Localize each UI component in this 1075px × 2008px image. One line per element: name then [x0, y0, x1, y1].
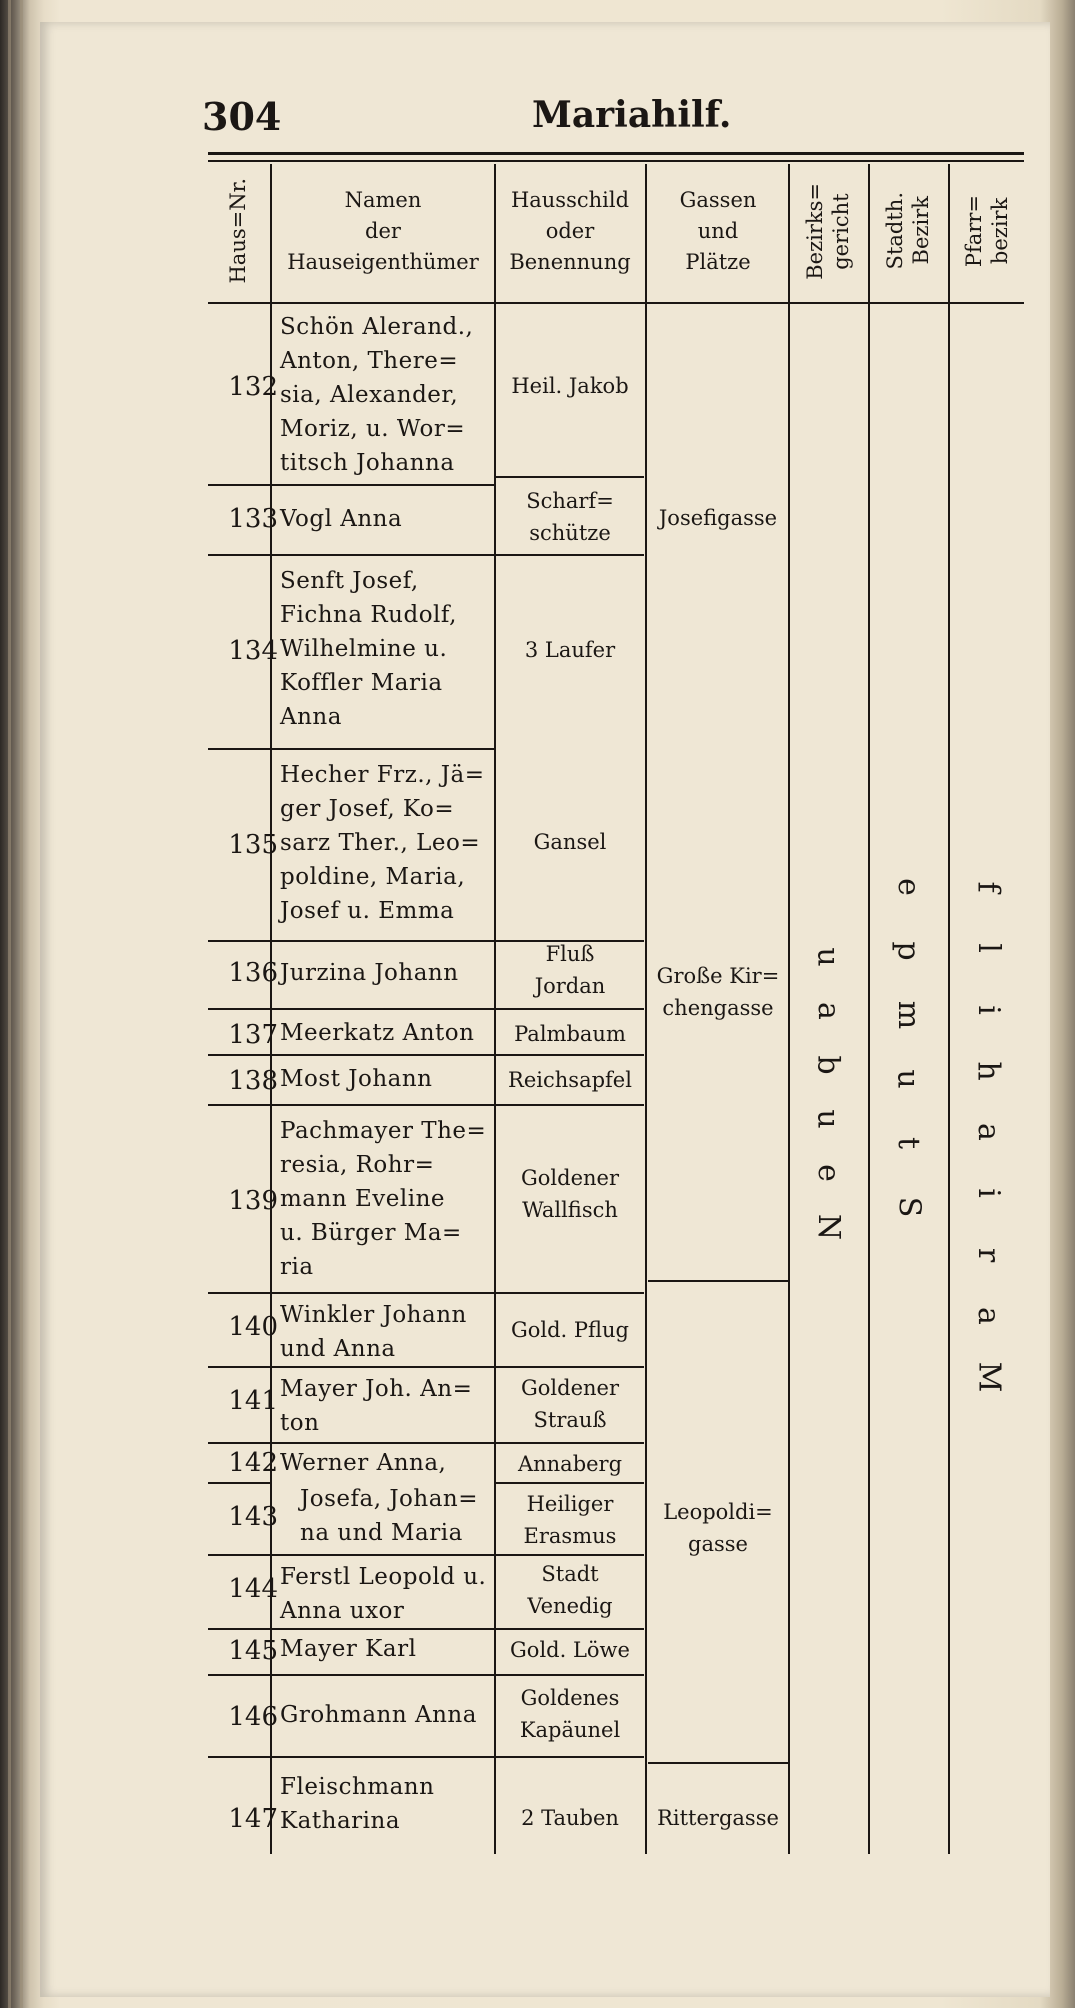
- owner-name: Grohmann Anna: [280, 1702, 477, 1728]
- house-number: 133: [228, 504, 278, 534]
- house-sign: 3 Laufer: [524, 638, 616, 662]
- row-rule: [496, 1104, 644, 1106]
- page-edge: [20, 0, 23, 2008]
- house-sign: Heil. Jakob: [511, 374, 629, 398]
- house-sign: Goldenes Kapäunel: [519, 1686, 621, 1742]
- house-number: 140: [228, 1312, 278, 1342]
- owner-name: Most Johann: [280, 1066, 433, 1092]
- street-name: Rittergasse: [657, 1806, 779, 1830]
- row-rule: [208, 1104, 494, 1106]
- row-rule: [648, 1762, 788, 1764]
- row-rule: [208, 1292, 494, 1294]
- house-number: 142: [228, 1448, 278, 1478]
- page-edge: [8, 0, 11, 2008]
- house-number: 145: [228, 1636, 278, 1666]
- row-rule: [208, 1674, 494, 1676]
- row-rule: [208, 1628, 494, 1630]
- row-rule: [496, 1628, 644, 1630]
- house-number: 141: [228, 1386, 278, 1416]
- register-table: [208, 152, 1024, 1872]
- owner-name: Ferstl Leopold u. Anna uxor: [280, 1564, 487, 1624]
- owner-name: Pachmayer The= resia, Rohr= mann Eveline u. Bürger Ma= ria: [280, 1118, 487, 1280]
- row-rule: [208, 1054, 494, 1056]
- row-rule: [496, 476, 644, 478]
- house-sign: Goldener Wallfisch: [521, 1166, 619, 1222]
- house-sign: Stadt Venedig: [527, 1562, 613, 1618]
- house-number: 134: [228, 636, 278, 666]
- owner-name: Fleischmann Katharina: [280, 1774, 435, 1834]
- row-rule: [496, 1554, 644, 1556]
- row-rule: [496, 1756, 644, 1758]
- house-number: 147: [228, 1804, 278, 1834]
- row-rule: [208, 554, 494, 556]
- owner-name: Hecher Frz., Jä= ger Josef, Ko= sarz Ther., Leo= poldine, Maria, Josef u. Emma: [280, 762, 485, 924]
- row-rule: [496, 1054, 644, 1056]
- house-number: 144: [228, 1574, 278, 1604]
- column-rule: [788, 164, 790, 1854]
- city-district-label: e p m u t S: [890, 878, 926, 1218]
- column-rule: [645, 164, 647, 1854]
- row-rule: [648, 1280, 788, 1282]
- house-sign: Annaberg: [517, 1452, 623, 1476]
- table-header: [208, 166, 1024, 296]
- row-rule: [496, 1008, 644, 1010]
- page: [40, 22, 1050, 1997]
- house-number: 132: [228, 372, 278, 402]
- header-city: Stadth. Bezirk: [883, 192, 933, 270]
- house-sign: Scharf= schütze: [526, 489, 614, 545]
- owner-name: Senft Josef, Fichna Rudolf, Wilhelmine u. Koffler Maria Anna: [280, 568, 457, 730]
- owner-name: Vogl Anna: [280, 506, 403, 532]
- house-sign: Goldener Strauß: [521, 1376, 619, 1432]
- row-rule: [272, 484, 494, 486]
- row-rule: [496, 1366, 644, 1368]
- owner-name: Josefa, Johan= na und Maria: [300, 1486, 479, 1546]
- street-name: Große Kir= chengasse: [656, 964, 780, 1020]
- page-number: 304: [202, 94, 282, 139]
- top-rule: [208, 152, 1024, 155]
- header-court: Bezirks= gericht: [803, 182, 853, 280]
- owner-name: Schön Alerand., Anton, There= sia, Alexander, Moriz, u. Wor= titsch Johanna: [280, 314, 474, 476]
- row-rule: [208, 484, 270, 486]
- owner-name: Mayer Karl: [280, 1636, 417, 1662]
- house-number: 138: [228, 1066, 278, 1096]
- row-rule: [208, 940, 494, 942]
- street-name: Leopoldi= gasse: [663, 1500, 773, 1556]
- house-number: 136: [228, 958, 278, 988]
- house-sign: Heiliger Erasmus: [523, 1492, 617, 1548]
- court-district-label: u a b u e N: [810, 947, 846, 1241]
- header-house-no: Haus=Nr.: [226, 178, 250, 284]
- house-sign: Reichsapfel: [508, 1068, 632, 1092]
- row-rule: [208, 1554, 494, 1556]
- row-rule: [496, 554, 644, 556]
- house-number: 146: [228, 1702, 278, 1732]
- owner-name: Meerkatz Anton: [280, 1020, 475, 1046]
- owner-name: Jurzina Johann: [280, 960, 459, 986]
- house-number: 137: [228, 1020, 278, 1050]
- row-rule: [496, 1674, 644, 1676]
- header-parish: Pfarr= bezirk: [962, 194, 1012, 268]
- row-rule: [208, 748, 494, 750]
- house-sign: Gold. Pflug: [510, 1318, 630, 1342]
- house-sign: Palmbaum: [514, 1022, 626, 1046]
- house-number: 135: [228, 830, 278, 860]
- house-number: 139: [228, 1186, 278, 1216]
- row-rule: [496, 1442, 644, 1444]
- row-rule: [208, 1442, 494, 1444]
- row-rule: [208, 1482, 270, 1484]
- row-rule: [496, 1482, 644, 1484]
- header-sign: Hausschild oder Benennung: [509, 187, 631, 274]
- owner-name: Winkler Johann und Anna: [280, 1302, 467, 1362]
- house-sign: Gold. Löwe: [510, 1638, 630, 1662]
- row-rule: [496, 1292, 644, 1294]
- row-rule: [208, 1756, 494, 1758]
- parish-district-label: f l i h a i r a M: [970, 881, 1006, 1393]
- column-rule: [868, 164, 870, 1854]
- row-rule: [208, 1008, 494, 1010]
- row-rule: [208, 1366, 494, 1368]
- header-rule: [208, 302, 1024, 304]
- top-rule-thin: [208, 160, 1024, 162]
- house-sign: Fluß Jordan: [534, 942, 606, 998]
- house-sign: 2 Tauben: [521, 1806, 619, 1830]
- house-sign: Gansel: [533, 830, 607, 854]
- house-number: 143: [228, 1502, 278, 1532]
- district-title: Mariahilf.: [532, 94, 732, 136]
- street-name: Josefigasse: [658, 506, 778, 530]
- header-street: Gassen und Plätze: [679, 187, 757, 274]
- column-rule: [948, 164, 950, 1854]
- header-owner: Namen der Hauseigenthümer: [287, 187, 479, 274]
- owner-name: Werner Anna,: [280, 1450, 447, 1476]
- owner-name: Mayer Joh. An= ton: [280, 1376, 473, 1436]
